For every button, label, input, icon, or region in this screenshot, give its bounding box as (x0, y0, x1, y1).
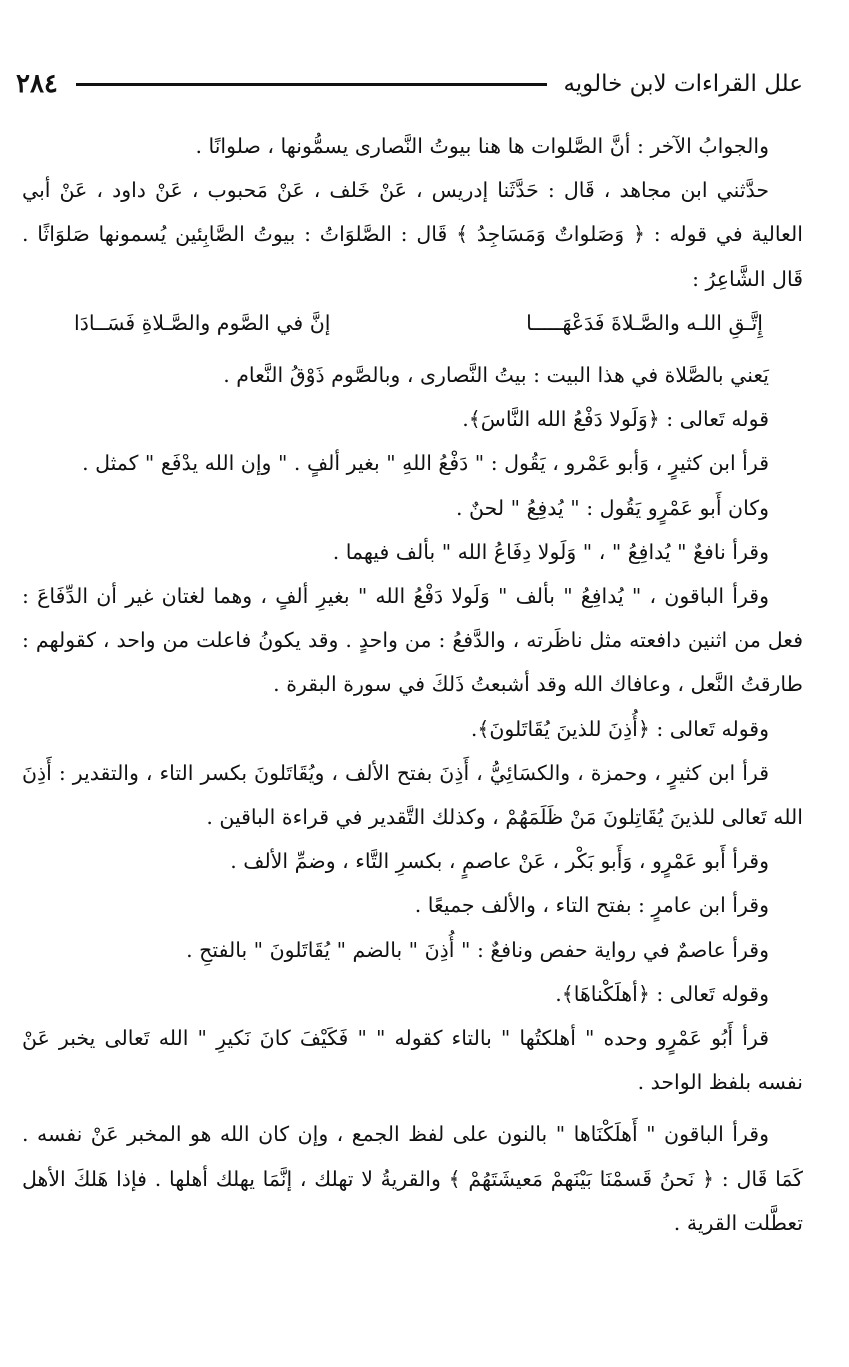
paragraph: وقوله تَعالى : ﴿أهلَكْناهَا﴾. (555, 981, 769, 1006)
paragraph: وكان أَبو عَمْرٍو يَقُول : " يُدفِعُ " لحنٌ . (456, 495, 769, 520)
page-header (16, 64, 803, 104)
running-title: علل القراءات لابن خالويه (563, 71, 803, 97)
paragraph: قرأ أَبُو عَمْرٍو وحده " أهلكتُها " بالتاء كقوله " " فَكَيْفَ كانَ نَكيرِ " الله تَعالى يخبر عَنْ نفسه بلفظ الواحد . (22, 1026, 803, 1095)
paragraph: وقرأ الباقون ، " يُدافِعُ " بألف " وَلَولا دَفْعُ الله " بغيرِ ألفٍ ، وهما لغتان غير أن الدِّفَاعَ : فعل من اثنين دافعته مثل ناظَرته ، والدَّفعُ : من واحدٍ . وقد يكونُ فاعلت من واحد ، كقولهم : طارقتُ النَّعل ، وعافاك الله وقد أشبعتُ ذَلكَ في سورة البقرة . (22, 584, 803, 697)
paragraph: وقوله تَعالى : ﴿أُذِنَ للذينَ يُقَاتَلونَ﴾. (470, 716, 769, 741)
verse-first-hemistich: إِتَّـقِ اللـه والصَّـلاةَ فَدَعْهَـــــا (526, 310, 763, 335)
page-number: ٢٨٤ (16, 69, 58, 99)
paragraph: وقرأ ابن عامرٍ : بفتح التاء ، والألف جميعًا . (414, 893, 769, 918)
paragraph: يَعني بالصَّلاة في هذا البيت : بيتُ النَّصارى ، وبالصَّوم ذَوْقُ النَّعام . (223, 363, 769, 388)
page-body (22, 124, 803, 1245)
paragraph: قرأ ابن كثيرٍ ، وحمزة ، والكسَائِيُّ ، أَذِنَ بفتح الألف ، ويُقَاتَلونَ بكسر التاء ، والتقدير : أَذِنَ الله تَعالى للذينَ يُقَاتِلونَ مَنْ ظَلَمَهُمْ ، وكذلك التَّقدير في قراءة الباقين . (22, 760, 803, 830)
paragraph: وقرأ أَبو عَمْرٍو ، وَأَبو بَكْر ، عَنْ عاصمٍ ، بكسرِ التَّاء ، وضمِّ الألف . (230, 849, 769, 874)
paragraph: وقرأ عاصمٌ في رواية حفص ونافعٌ : " أُذِنَ " بالضم " يُقَاتَلونَ " بالفتحِ . (186, 937, 769, 962)
paragraph: قرأ ابن كثيرٍ ، وَأبو عَمْرو ، يَقُول : " دَفْعُ اللهِ " بغير ألفٍ . " وإن الله يدْفَع " كمثل . (82, 451, 769, 476)
paragraph: والجوابُ الآخر : أنَّ الصَّلوات ها هنا بيوتُ النَّصارى يسمُّونها ، صلوانًا . (195, 134, 769, 158)
verse-second-hemistich: إنَّ في الصَّوم والصَّـلاةِ فَسَــادَا (74, 310, 331, 335)
paragraph: وقرأ نافعٌ " يُدافِعُ " ، " وَلَولا دِفَاعُ الله " بألف فيهما . (332, 539, 769, 564)
paragraph: قوله تَعالى : ﴿وَلَولا دَفْعُ الله النَّاسَ﴾. (462, 407, 769, 432)
header-rule (76, 83, 548, 86)
paragraph: وقرأ الباقون " أَهلَكْنَاها " بالنون على لفظ الجمع ، وإن كان الله هو المخبر عَنْ نفسه . كَمَا قَال : ﴿ نَحنُ قَسمْنَا بَيْنَهمْ مَعيشَتَهُمْ ﴾ والقريةُ لا تهلك ، إنَّمَا يهلك أهلها . فإذا هَلكَ الأهل تعطَّلت القرية . (22, 1122, 803, 1235)
paragraph: حدَّثني ابن مجاهد ، قَال : حَدَّثَنا إدريس ، عَنْ خَلف ، عَنْ مَحبوب ، عَنْ داود ، عَنْ أبي العالية في قوله : ﴿ وَصَلواتٌ وَمَسَاجِدُ ﴾ قَال : الصَّلوَاتُ : بيوتُ الصَّابِئين يُسمونها صَلوَاثًا . قَال الشَّاعِرُ : (22, 178, 803, 291)
poetry-verse (22, 301, 803, 345)
